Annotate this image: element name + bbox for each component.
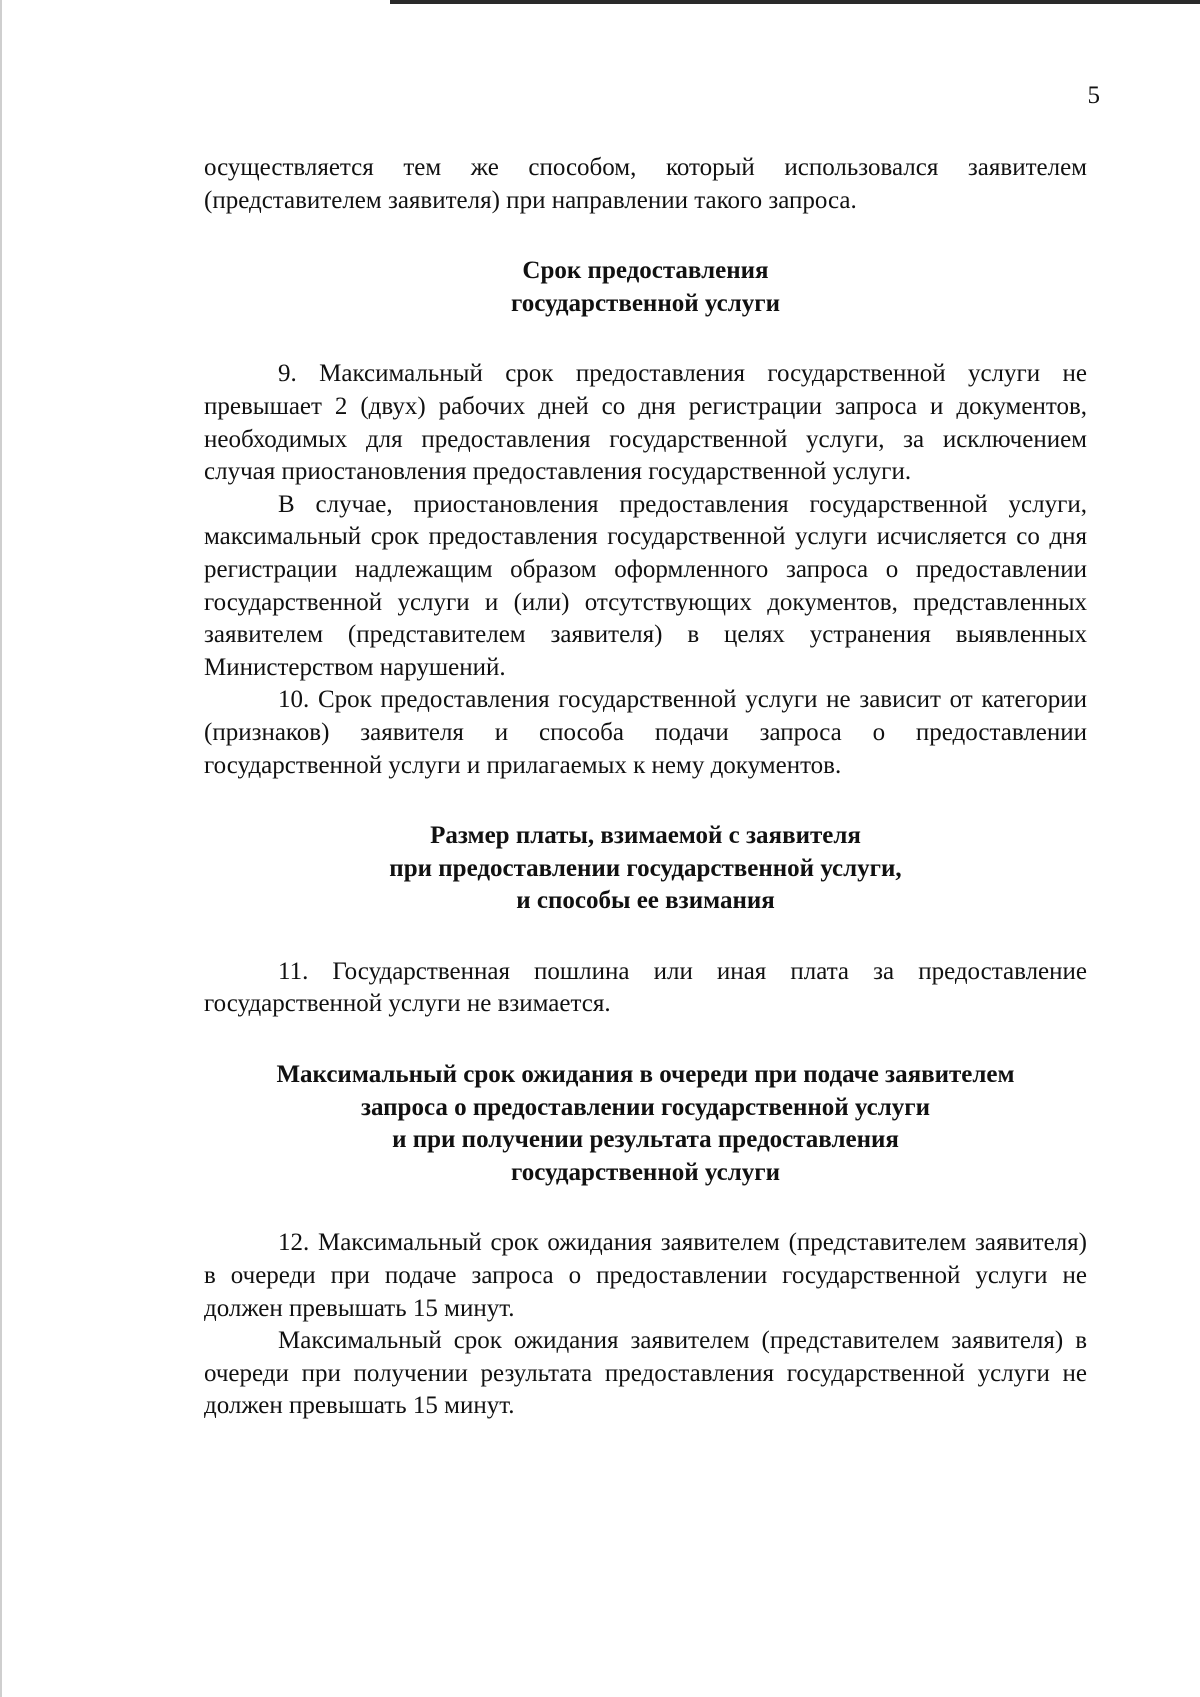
paragraph-12: 12. Максимальный срок ожидания заявителем (представителем заявителя) в очереди при подаче запроса о предоставлении государственной услуги не должен превышать 15 минут. (204, 1229, 1087, 1322)
heading-line: при предоставлении государственной услуги, (389, 854, 902, 882)
paragraph-9-continued: В случае, приостановления предоставления государственной услуги, максимальный срок предоставления государственной услуги исчисляется со дня регистрации надлежащим образом оформленного запроса о предоставлении государственной услуги и (или) отсутствующих документов, представленных заявителем (представителем заявителя) в целях устранения выявленных Министерством нарушений. (204, 490, 1087, 681)
section-heading-term (204, 255, 1087, 320)
heading-line: Срок предоставления (522, 257, 769, 285)
heading-line: и способы ее взимания (516, 887, 775, 915)
paragraph-10: 10. Срок предоставления государственной услуги не зависит от категории (признаков) заявителя и способа подачи запроса о предоставлении государственной услуги и прилагаемых к нему документов. (204, 686, 1087, 779)
heading-line: государственной услуги (510, 289, 781, 317)
scan-edge-left (0, 0, 2, 1697)
scan-edge-top (390, 0, 1200, 4)
heading-line: Максимальный срок ожидания в очереди при подаче заявителем (276, 1061, 1015, 1089)
paragraph-9: 9. Максимальный срок предоставления государственной услуги не превышает 2 (двух) рабочих дней со дня регистрации запроса и документов, необходимых для предоставления государственной услуги, за исключением случая приостановления предоставления государственной услуги. (204, 360, 1087, 486)
intro-paragraph: осуществляется тем же способом, который использовался заявителем (представителем заявителя) при направлении такого запроса. (204, 154, 1087, 214)
page-number: 5 (1087, 82, 1100, 109)
section-heading-queue (204, 1059, 1087, 1189)
paragraph-12-continued: Максимальный срок ожидания заявителем (представителем заявителя) в очереди при получении результата предоставления государственной услуги не должен превышать 15 минут. (204, 1327, 1087, 1420)
heading-line: запроса о предоставлении государственной услуги (360, 1093, 931, 1121)
heading-line: и при получении результата предоставления (392, 1126, 899, 1154)
document-body (204, 152, 1087, 1423)
heading-line: Размер платы, взимаемой с заявителя (430, 822, 861, 850)
paragraph-11: 11. Государственная пошлина или иная плата за предоставление государственной услуги не взимается. (204, 957, 1087, 1018)
section-heading-fee (204, 820, 1087, 918)
heading-line: государственной услуги (510, 1158, 781, 1186)
